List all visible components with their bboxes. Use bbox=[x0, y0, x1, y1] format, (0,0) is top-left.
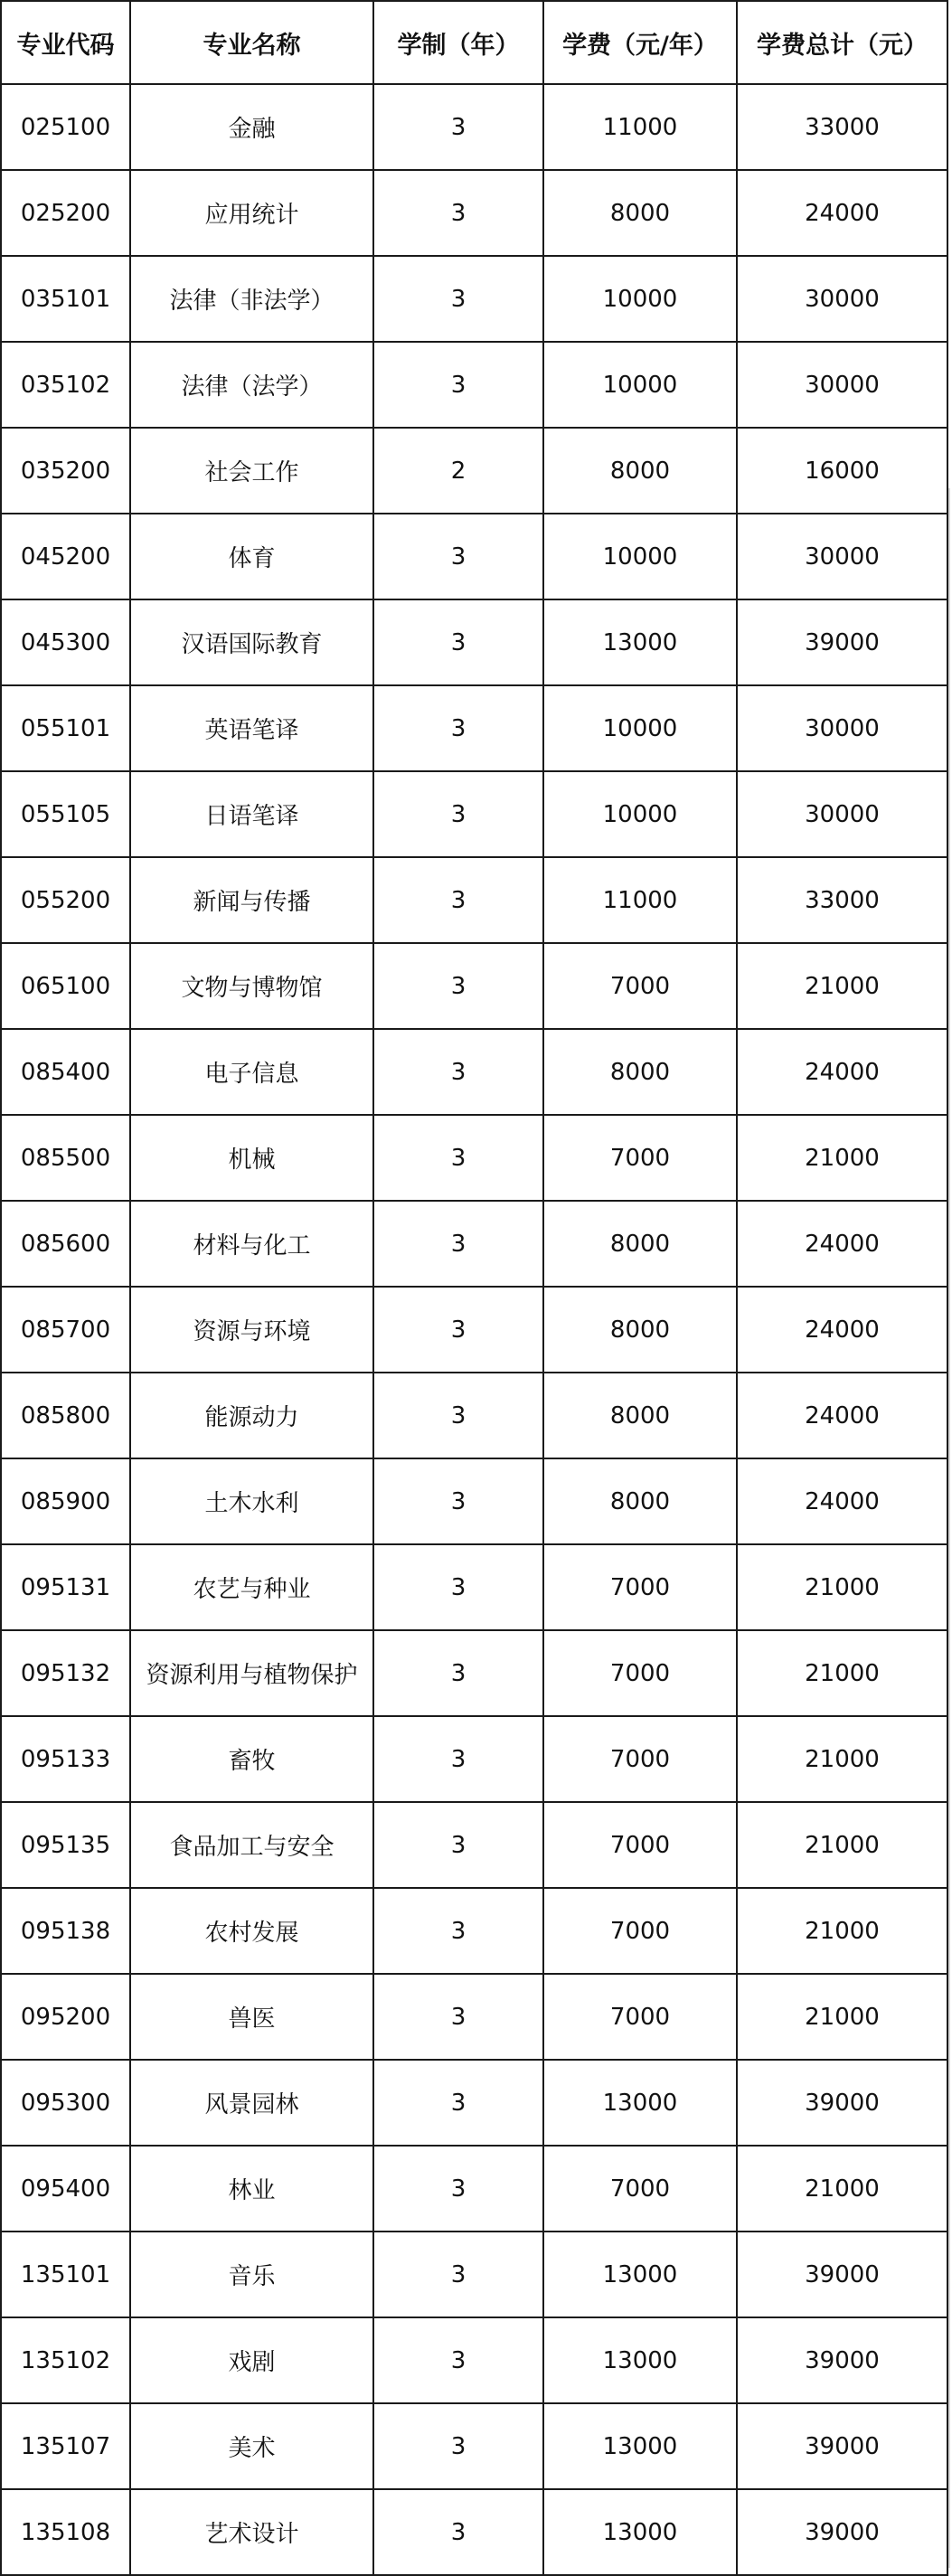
cell-duration: 3 bbox=[373, 342, 543, 428]
table-row bbox=[1, 1373, 947, 1458]
cell-major-name: 法律（非法学） bbox=[130, 256, 373, 342]
cell-major-name: 畜牧 bbox=[130, 1716, 373, 1802]
table-row bbox=[1, 1802, 947, 1888]
cell-annual-fee: 13000 bbox=[543, 599, 737, 685]
cell-annual-fee: 8000 bbox=[543, 170, 737, 256]
cell-duration: 3 bbox=[373, 771, 543, 857]
cell-major-code: 095131 bbox=[1, 1544, 130, 1630]
cell-total-fee: 21000 bbox=[737, 1802, 947, 1888]
table-row bbox=[1, 256, 947, 342]
table-row bbox=[1, 170, 947, 256]
table-row bbox=[1, 1630, 947, 1716]
cell-duration: 3 bbox=[373, 1373, 543, 1458]
table-row bbox=[1, 1716, 947, 1802]
cell-duration: 3 bbox=[373, 1458, 543, 1544]
header-major-name: 专业名称 bbox=[130, 1, 373, 84]
cell-annual-fee: 10000 bbox=[543, 514, 737, 599]
cell-major-code: 095400 bbox=[1, 2146, 130, 2232]
cell-duration: 3 bbox=[373, 1029, 543, 1115]
cell-major-code: 045300 bbox=[1, 599, 130, 685]
cell-annual-fee: 10000 bbox=[543, 771, 737, 857]
cell-total-fee: 30000 bbox=[737, 771, 947, 857]
cell-major-name: 食品加工与安全 bbox=[130, 1802, 373, 1888]
cell-major-code: 095200 bbox=[1, 1974, 130, 2060]
cell-duration: 3 bbox=[373, 2317, 543, 2403]
cell-duration: 3 bbox=[373, 1888, 543, 1974]
cell-total-fee: 24000 bbox=[737, 1287, 947, 1373]
table-row bbox=[1, 1029, 947, 1115]
cell-major-code: 135108 bbox=[1, 2489, 130, 2575]
cell-major-code: 055200 bbox=[1, 857, 130, 943]
cell-duration: 3 bbox=[373, 514, 543, 599]
cell-major-name: 日语笔译 bbox=[130, 771, 373, 857]
cell-total-fee: 24000 bbox=[737, 1458, 947, 1544]
cell-annual-fee: 13000 bbox=[543, 2403, 737, 2489]
cell-annual-fee: 10000 bbox=[543, 256, 737, 342]
cell-annual-fee: 8000 bbox=[543, 1287, 737, 1373]
cell-annual-fee: 7000 bbox=[543, 1888, 737, 1974]
cell-major-code: 095132 bbox=[1, 1630, 130, 1716]
cell-annual-fee: 10000 bbox=[543, 685, 737, 771]
cell-major-code: 065100 bbox=[1, 943, 130, 1029]
cell-major-code: 135101 bbox=[1, 2232, 130, 2317]
cell-duration: 3 bbox=[373, 1802, 543, 1888]
cell-total-fee: 24000 bbox=[737, 1201, 947, 1287]
cell-annual-fee: 10000 bbox=[543, 342, 737, 428]
cell-major-code: 135102 bbox=[1, 2317, 130, 2403]
cell-major-name: 新闻与传播 bbox=[130, 857, 373, 943]
cell-annual-fee: 11000 bbox=[543, 857, 737, 943]
table-row bbox=[1, 1544, 947, 1630]
table-row bbox=[1, 2317, 947, 2403]
cell-major-name: 土木水利 bbox=[130, 1458, 373, 1544]
cell-major-code: 055105 bbox=[1, 771, 130, 857]
cell-duration: 3 bbox=[373, 2232, 543, 2317]
cell-annual-fee: 7000 bbox=[543, 943, 737, 1029]
cell-major-name: 艺术设计 bbox=[130, 2489, 373, 2575]
cell-annual-fee: 7000 bbox=[543, 1115, 737, 1201]
cell-major-name: 金融 bbox=[130, 84, 373, 170]
cell-major-name: 汉语国际教育 bbox=[130, 599, 373, 685]
cell-major-code: 085900 bbox=[1, 1458, 130, 1544]
header-annual-fee: 学费（元/年） bbox=[543, 1, 737, 84]
cell-total-fee: 39000 bbox=[737, 2403, 947, 2489]
table-row bbox=[1, 1201, 947, 1287]
cell-major-code: 085500 bbox=[1, 1115, 130, 1201]
cell-major-name: 能源动力 bbox=[130, 1373, 373, 1458]
cell-annual-fee: 8000 bbox=[543, 428, 737, 514]
cell-annual-fee: 7000 bbox=[543, 2146, 737, 2232]
table-row bbox=[1, 1888, 947, 1974]
cell-major-code: 045200 bbox=[1, 514, 130, 599]
cell-duration: 3 bbox=[373, 170, 543, 256]
cell-total-fee: 24000 bbox=[737, 1029, 947, 1115]
cell-major-code: 095135 bbox=[1, 1802, 130, 1888]
header-total-fee: 学费总计（元） bbox=[737, 1, 947, 84]
cell-major-name: 兽医 bbox=[130, 1974, 373, 2060]
cell-total-fee: 39000 bbox=[737, 2489, 947, 2575]
cell-total-fee: 24000 bbox=[737, 1373, 947, 1458]
table-row bbox=[1, 1287, 947, 1373]
cell-duration: 3 bbox=[373, 84, 543, 170]
table-row bbox=[1, 1974, 947, 2060]
cell-major-code: 025200 bbox=[1, 170, 130, 256]
table-row bbox=[1, 1458, 947, 1544]
cell-annual-fee: 7000 bbox=[543, 1544, 737, 1630]
cell-major-code: 085800 bbox=[1, 1373, 130, 1458]
cell-total-fee: 39000 bbox=[737, 2317, 947, 2403]
cell-annual-fee: 13000 bbox=[543, 2489, 737, 2575]
cell-major-name: 农艺与种业 bbox=[130, 1544, 373, 1630]
cell-duration: 3 bbox=[373, 1716, 543, 1802]
cell-total-fee: 21000 bbox=[737, 1716, 947, 1802]
cell-major-name: 林业 bbox=[130, 2146, 373, 2232]
cell-annual-fee: 11000 bbox=[543, 84, 737, 170]
cell-major-code: 095133 bbox=[1, 1716, 130, 1802]
cell-major-name: 资源利用与植物保护 bbox=[130, 1630, 373, 1716]
cell-duration: 3 bbox=[373, 1544, 543, 1630]
cell-major-code: 035101 bbox=[1, 256, 130, 342]
cell-annual-fee: 13000 bbox=[543, 2060, 737, 2146]
cell-duration: 3 bbox=[373, 943, 543, 1029]
table-row bbox=[1, 2146, 947, 2232]
table-body bbox=[1, 84, 947, 2575]
cell-duration: 3 bbox=[373, 2403, 543, 2489]
cell-major-name: 音乐 bbox=[130, 2232, 373, 2317]
cell-duration: 3 bbox=[373, 1287, 543, 1373]
table-row bbox=[1, 2060, 947, 2146]
cell-major-code: 095138 bbox=[1, 1888, 130, 1974]
cell-total-fee: 16000 bbox=[737, 428, 947, 514]
cell-total-fee: 39000 bbox=[737, 2232, 947, 2317]
cell-total-fee: 21000 bbox=[737, 2146, 947, 2232]
cell-total-fee: 21000 bbox=[737, 1630, 947, 1716]
cell-duration: 3 bbox=[373, 256, 543, 342]
cell-major-code: 055101 bbox=[1, 685, 130, 771]
cell-total-fee: 30000 bbox=[737, 256, 947, 342]
cell-total-fee: 21000 bbox=[737, 1974, 947, 2060]
cell-total-fee: 39000 bbox=[737, 599, 947, 685]
cell-total-fee: 39000 bbox=[737, 2060, 947, 2146]
cell-major-name: 美术 bbox=[130, 2403, 373, 2489]
cell-major-code: 085700 bbox=[1, 1287, 130, 1373]
cell-duration: 3 bbox=[373, 2060, 543, 2146]
cell-major-code: 095300 bbox=[1, 2060, 130, 2146]
cell-total-fee: 33000 bbox=[737, 84, 947, 170]
cell-major-code: 085400 bbox=[1, 1029, 130, 1115]
cell-total-fee: 33000 bbox=[737, 857, 947, 943]
table-row bbox=[1, 2489, 947, 2575]
cell-major-name: 电子信息 bbox=[130, 1029, 373, 1115]
header-duration: 学制（年） bbox=[373, 1, 543, 84]
cell-major-name: 农村发展 bbox=[130, 1888, 373, 1974]
table-row bbox=[1, 2403, 947, 2489]
cell-duration: 3 bbox=[373, 2489, 543, 2575]
header-row bbox=[1, 1, 947, 84]
table-row bbox=[1, 2232, 947, 2317]
cell-duration: 3 bbox=[373, 857, 543, 943]
cell-major-name: 风景园林 bbox=[130, 2060, 373, 2146]
cell-total-fee: 21000 bbox=[737, 943, 947, 1029]
cell-duration: 3 bbox=[373, 685, 543, 771]
table-row bbox=[1, 857, 947, 943]
cell-major-name: 文物与博物馆 bbox=[130, 943, 373, 1029]
cell-duration: 2 bbox=[373, 428, 543, 514]
header-major-code: 专业代码 bbox=[1, 1, 130, 84]
page-edge-divider bbox=[948, 488, 950, 2568]
cell-total-fee: 30000 bbox=[737, 685, 947, 771]
cell-major-code: 025100 bbox=[1, 84, 130, 170]
cell-annual-fee: 13000 bbox=[543, 2232, 737, 2317]
cell-major-name: 机械 bbox=[130, 1115, 373, 1201]
cell-major-name: 法律（法学） bbox=[130, 342, 373, 428]
cell-annual-fee: 7000 bbox=[543, 1716, 737, 1802]
cell-annual-fee: 8000 bbox=[543, 1458, 737, 1544]
cell-annual-fee: 7000 bbox=[543, 1630, 737, 1716]
cell-major-code: 135107 bbox=[1, 2403, 130, 2489]
cell-major-code: 035200 bbox=[1, 428, 130, 514]
cell-major-name: 戏剧 bbox=[130, 2317, 373, 2403]
table-row bbox=[1, 342, 947, 428]
cell-duration: 3 bbox=[373, 2146, 543, 2232]
table-row bbox=[1, 84, 947, 170]
cell-major-code: 035102 bbox=[1, 342, 130, 428]
cell-major-code: 085600 bbox=[1, 1201, 130, 1287]
cell-annual-fee: 8000 bbox=[543, 1029, 737, 1115]
table-row bbox=[1, 1115, 947, 1201]
cell-annual-fee: 7000 bbox=[543, 1802, 737, 1888]
cell-duration: 3 bbox=[373, 1630, 543, 1716]
table-row bbox=[1, 428, 947, 514]
cell-major-name: 体育 bbox=[130, 514, 373, 599]
cell-annual-fee: 7000 bbox=[543, 1974, 737, 2060]
table-row bbox=[1, 599, 947, 685]
cell-duration: 3 bbox=[373, 1974, 543, 2060]
cell-annual-fee: 13000 bbox=[543, 2317, 737, 2403]
cell-major-name: 材料与化工 bbox=[130, 1201, 373, 1287]
table-row bbox=[1, 771, 947, 857]
cell-total-fee: 30000 bbox=[737, 342, 947, 428]
cell-annual-fee: 8000 bbox=[543, 1201, 737, 1287]
cell-major-name: 英语笔译 bbox=[130, 685, 373, 771]
cell-duration: 3 bbox=[373, 1201, 543, 1287]
table-row bbox=[1, 943, 947, 1029]
cell-total-fee: 21000 bbox=[737, 1115, 947, 1201]
table-row bbox=[1, 685, 947, 771]
cell-total-fee: 21000 bbox=[737, 1544, 947, 1630]
cell-total-fee: 21000 bbox=[737, 1888, 947, 1974]
cell-major-name: 资源与环境 bbox=[130, 1287, 373, 1373]
cell-duration: 3 bbox=[373, 599, 543, 685]
table-row bbox=[1, 514, 947, 599]
cell-major-name: 社会工作 bbox=[130, 428, 373, 514]
cell-duration: 3 bbox=[373, 1115, 543, 1201]
table-header bbox=[1, 1, 947, 84]
cell-major-name: 应用统计 bbox=[130, 170, 373, 256]
cell-total-fee: 30000 bbox=[737, 514, 947, 599]
cell-total-fee: 24000 bbox=[737, 170, 947, 256]
cell-annual-fee: 8000 bbox=[543, 1373, 737, 1458]
